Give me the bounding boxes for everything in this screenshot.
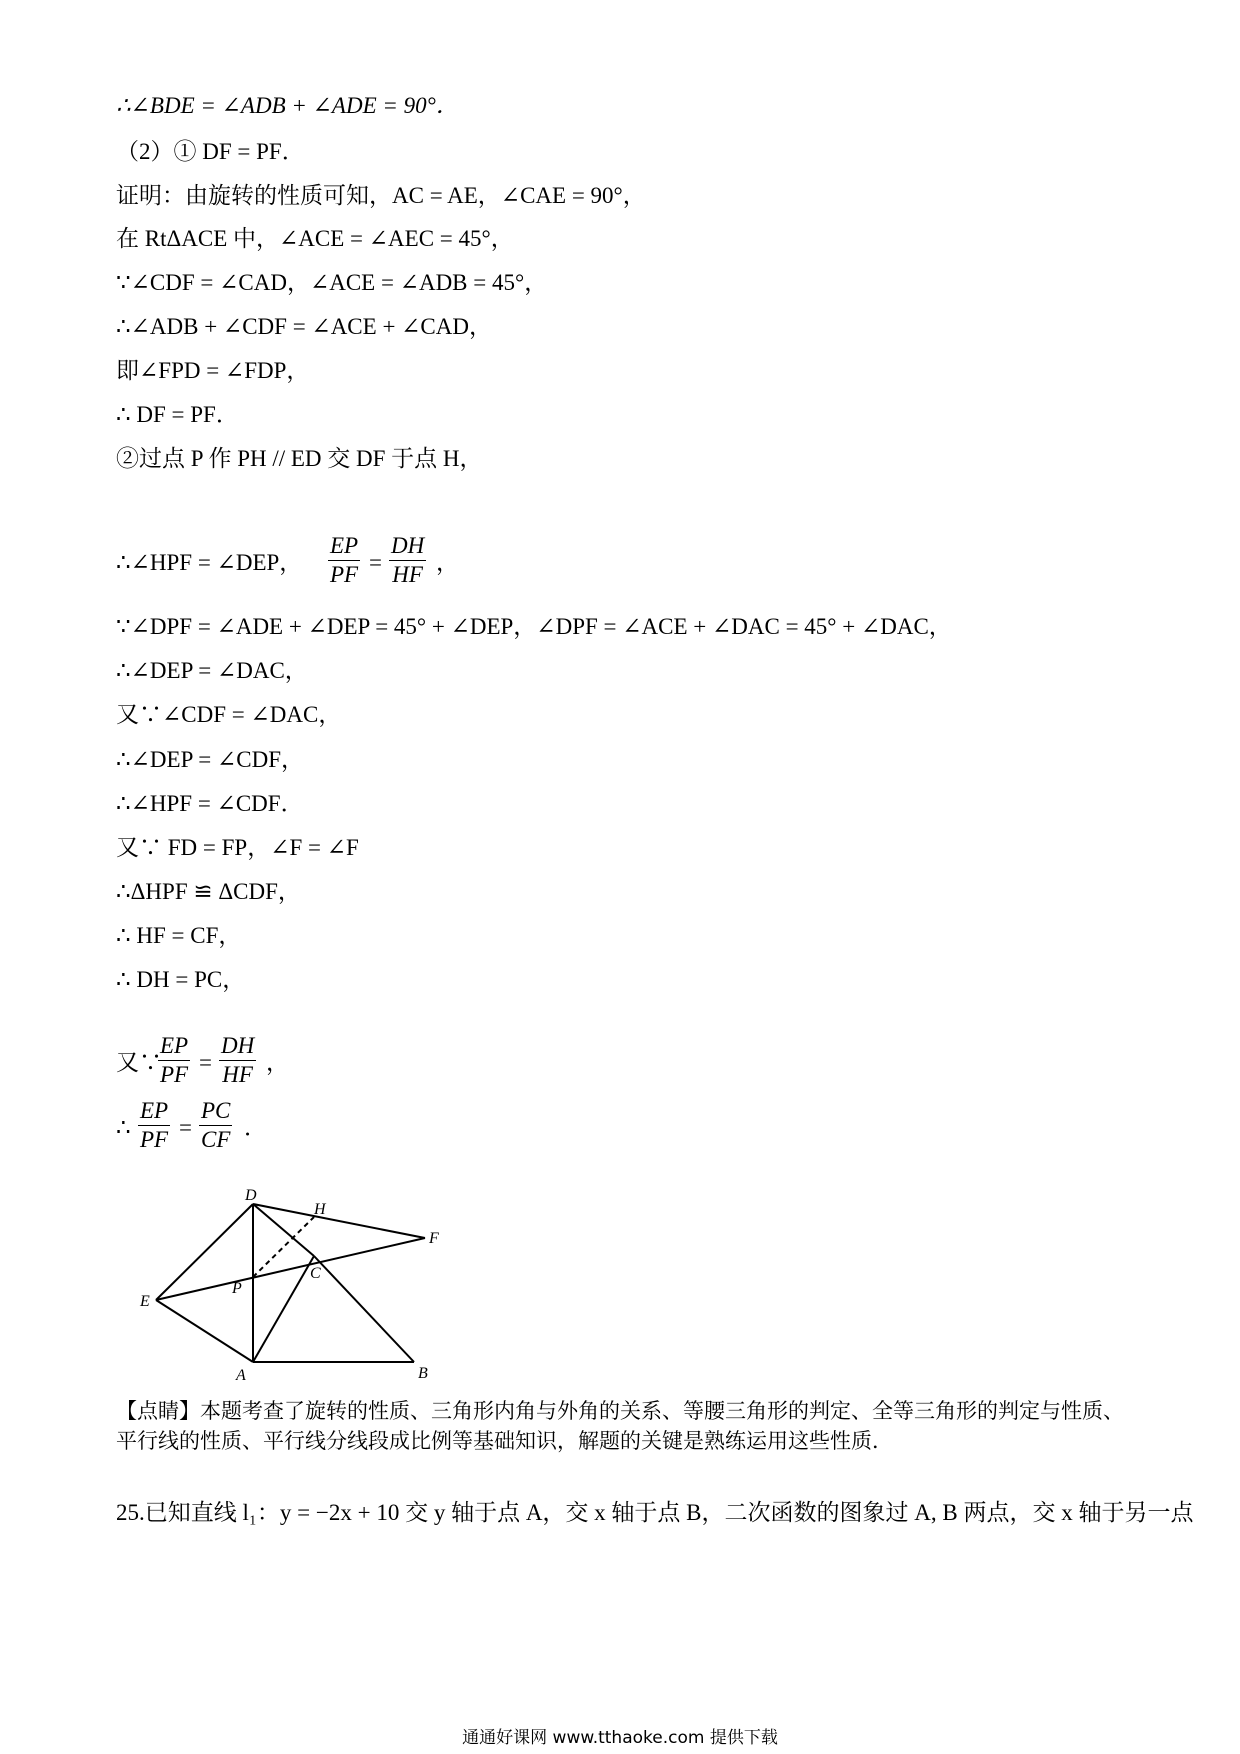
proof-line-8: ∴ DF = PF．	[116, 402, 239, 427]
proof-line-11: ∴∠DEP = ∠DAC，	[116, 658, 308, 683]
frac-line-2-prefix: 又∵	[116, 1050, 162, 1075]
denominator: CF	[201, 1127, 231, 1152]
label-e: E	[140, 1293, 150, 1310]
problem-25-intro: 25.已知直线 l₁：y = −2x + 10 交 y 轴于点 A，交 x 轴于点 B，二次函数的图象过 A, B 两点，交 x 轴于另一点	[116, 1500, 1194, 1525]
proof-line-9: ②过点 P 作 PH // ED 交 DF 于点 H，	[116, 446, 483, 471]
segment-ca	[253, 1256, 314, 1362]
fraction-ep-pf	[328, 532, 360, 589]
page-footer: 通通好课网 www.tthaoke.com 提供下载	[462, 1728, 778, 1748]
frac-line-1-suffix: ，	[436, 550, 459, 575]
numerator: PC	[201, 1098, 231, 1123]
segment-df	[253, 1204, 425, 1238]
segment-dc	[253, 1204, 314, 1256]
proof-line-7: 即∠FPD = ∠FDP，	[116, 358, 310, 383]
fraction-pc-cf	[199, 1097, 232, 1154]
proof-line-3: 证明：由旋转的性质可知，AC = AE，∠CAE = 90°，	[116, 183, 646, 208]
proof-line-1: ∴∠BDE = ∠ADB + ∠ADE = 90°．	[116, 93, 459, 118]
fraction-ep-pf	[138, 1097, 170, 1154]
proof-line-2: （2）① DF = PF．	[116, 139, 305, 164]
equals-sign: =	[199, 1050, 212, 1075]
segment-ea	[156, 1300, 253, 1362]
numerator: EP	[140, 1098, 169, 1123]
numerator: DH	[391, 533, 425, 558]
proof-line-4: 在 RtΔACE 中，∠ACE = ∠AEC = 45°，	[116, 226, 514, 251]
proof-line-17: ∴ HF = CF，	[116, 923, 242, 948]
denominator: PF	[160, 1062, 189, 1087]
label-p: P	[232, 1280, 242, 1297]
numerator: EP	[330, 533, 359, 558]
label-c: C	[310, 1265, 321, 1282]
segment-cb	[314, 1256, 414, 1362]
denominator: HF	[222, 1062, 253, 1087]
proof-line-14: ∴∠HPF = ∠CDF．	[116, 791, 304, 816]
proof-line-13: ∴∠DEP = ∠CDF，	[116, 747, 304, 772]
fraction-ep-pf	[158, 1032, 190, 1089]
proof-line-10: ∵∠DPF = ∠ADE + ∠DEP = 45° + ∠DEP，∠DPF = ∠ACE + ∠DAC = 45° + ∠DAC，	[116, 614, 952, 639]
label-h: H	[314, 1201, 326, 1218]
frac-line-2-suffix: ，	[266, 1050, 289, 1075]
proof-line-15: 又∵ FD = FP，∠F = ∠F	[116, 835, 359, 860]
numerator: EP	[160, 1033, 189, 1058]
label-a: A	[236, 1367, 246, 1380]
frac-line-3-prefix: ∴	[116, 1115, 131, 1140]
label-b: B	[418, 1365, 428, 1380]
segment-ef	[156, 1238, 425, 1300]
proof-line-6: ∴∠ADB + ∠CDF = ∠ACE + ∠CAD，	[116, 314, 492, 339]
numerator: DH	[221, 1033, 255, 1058]
proof-line-18: ∴ DH = PC，	[116, 967, 246, 992]
fraction-dh-hf	[219, 1032, 256, 1089]
key-point-comment: 【点睛】本题考查了旋转的性质、三角形内角与外角的关系、等腰三角形的判定、全等三角形的判定与性质、平行线的性质、平行线分线段成比例等基础知识，解题的关键是熟练运用这些性质．	[116, 1399, 1124, 1453]
proof-line-16: ∴ΔHPF ≌ ΔCDF，	[116, 879, 301, 904]
frac-line-1-prefix: ∴∠HPF = ∠DEP，	[116, 550, 303, 575]
geometry-figure	[130, 1180, 470, 1380]
proof-line-12: 又∵∠CDF = ∠DAC，	[116, 702, 342, 727]
proof-line-5: ∵∠CDF = ∠CAD，∠ACE = ∠ADB = 45°，	[116, 270, 548, 295]
equals-sign: =	[369, 550, 382, 575]
fraction-dh-hf	[389, 532, 426, 589]
label-f: F	[429, 1230, 439, 1247]
equals-sign: =	[179, 1115, 192, 1140]
label-d: D	[245, 1187, 257, 1204]
frac-line-3-suffix: ．	[244, 1115, 267, 1140]
denominator: PF	[330, 562, 359, 587]
denominator: PF	[140, 1127, 169, 1152]
denominator: HF	[392, 562, 423, 587]
